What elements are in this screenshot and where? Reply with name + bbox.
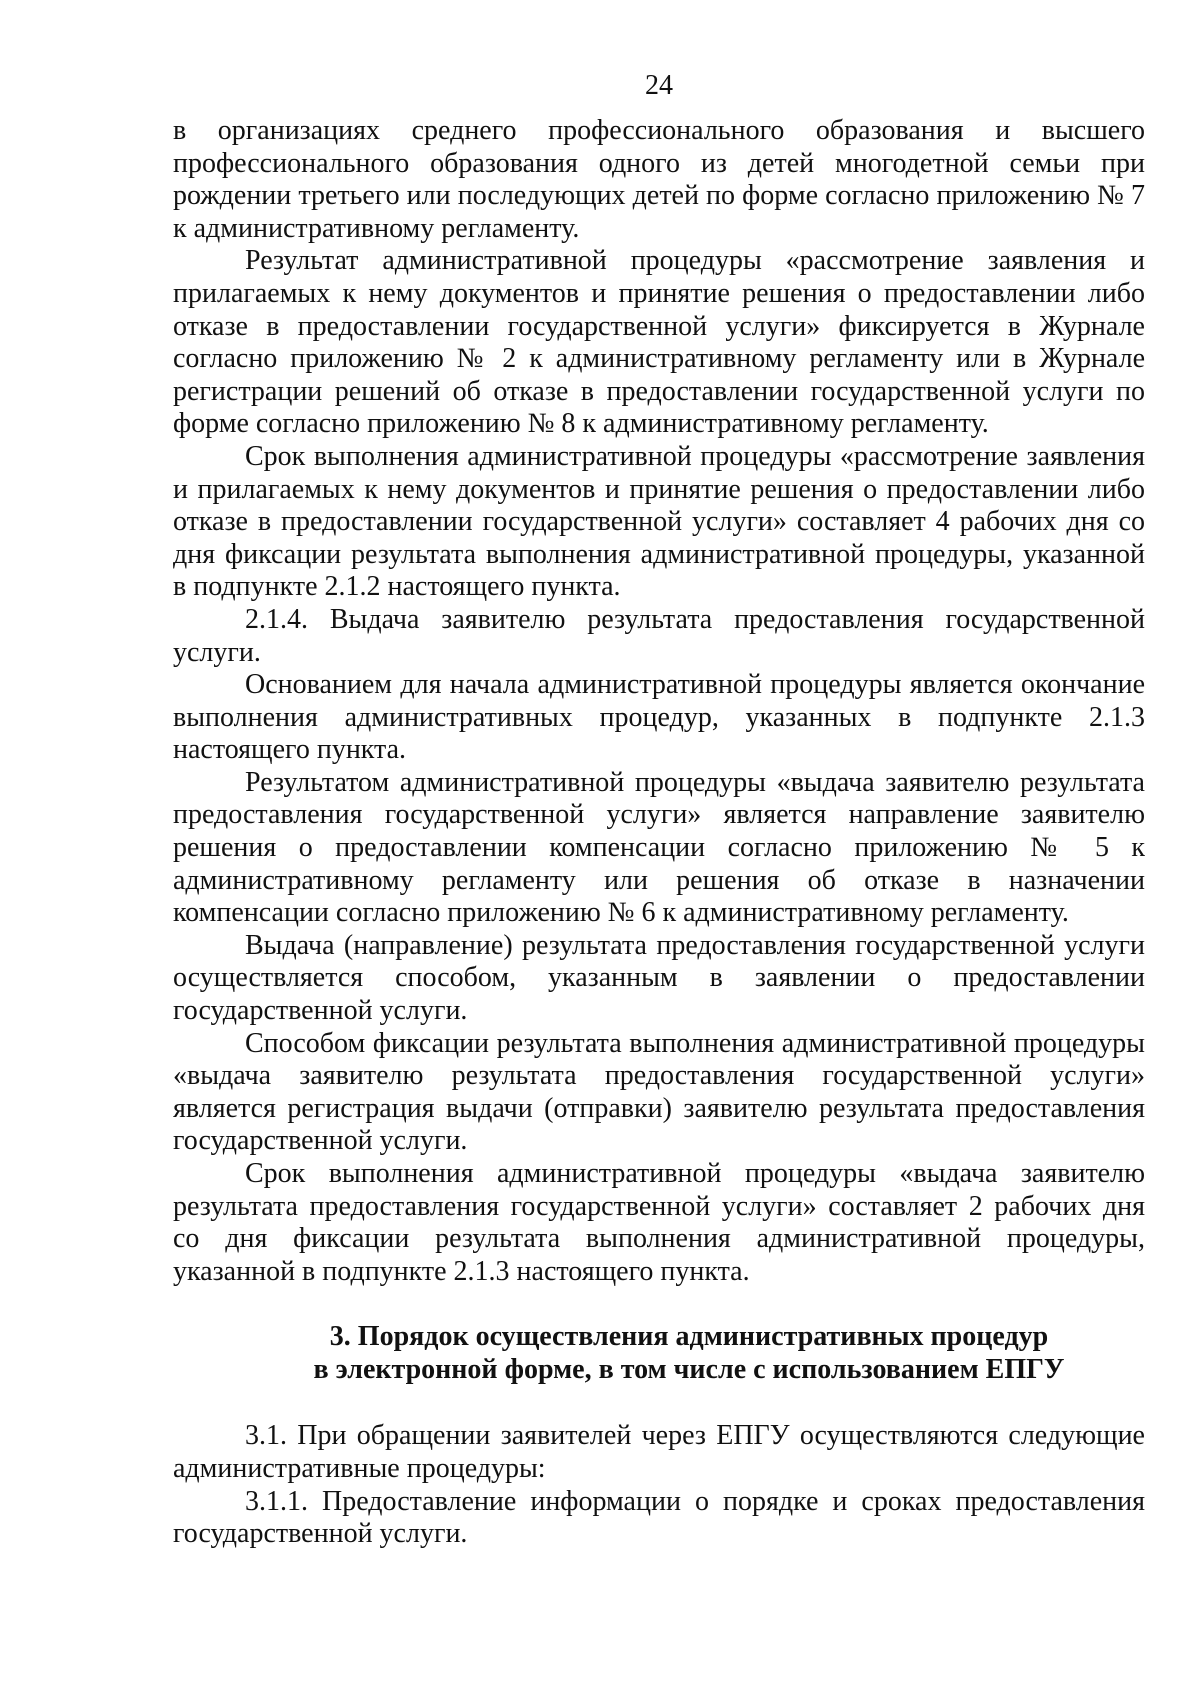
section-heading-line-1: 3. Порядок осуществления административных процедур	[329, 1321, 1049, 1353]
paragraph-item-3-1: 3.1. При обращении заявителей через ЕПГУ осуществляются следующие административные процедуры:	[173, 1420, 1145, 1484]
paragraph-procedure-basis: Основанием для начала административной процедуры является окончание выполнения административных процедур, указанных в подпункте 2.1.3 настоящего пункта.	[173, 669, 1145, 766]
body-text-top	[173, 115, 1145, 1288]
paragraph-intro-continuation: в организациях среднего профессионального образования и высшего профессионального образования одного из детей многодетной семьи при рождении третьего или последующих детей по форме согласно приложению № 7 к административному регламенту.	[173, 115, 1145, 244]
paragraph-item-3-1-1: 3.1.1. Предоставление информации о порядке и сроках предоставления государственной услуги.	[173, 1485, 1145, 1550]
paragraph-fixation-method: Способом фиксации результата выполнения административной процедуры «выдача заявителю результата предоставления государственной услуги» является регистрация выдачи (отправки) заявителю результата предоставления государственной услуги.	[173, 1027, 1145, 1157]
paragraph-issue-method: Выдача (направление) результата предоставления государственной услуги осуществляется способом, указанным в заявлении о предоставлении государственной услуги.	[173, 929, 1145, 1027]
paragraph-result-review: Результат административной процедуры «рассмотрение заявления и прилагаемых к нему документов и принятие решения о предоставлении либо отказе в предоставлении государственной услуги» фиксируется в Журнале согласно приложению № 2 к административному регламенту или в Журнале регистрации решений об отказе в предоставлении государственной услуги по форме согласно приложению № 8 к административному регламенту.	[173, 245, 1145, 440]
document-page	[173, 70, 1145, 1551]
paragraph-issue-result: Результатом административной процедуры «выдача заявителю результата предоставления государственной услуги» является направление заявителю решения о предоставлении компенсации согласно приложению № 5 к административному регламенту или решения об отказе в назначении компенсации согласно приложению № 6 к административному регламенту.	[173, 766, 1145, 929]
section-heading	[173, 1320, 1145, 1386]
paragraph-item-2-1-4: 2.1.4. Выдача заявителю результата предоставления государственной услуги.	[173, 603, 1145, 668]
section-heading-line-2: в электронной форме, в том числе с использованием ЕПГУ	[313, 1354, 1065, 1386]
paragraph-review-deadline: Срок выполнения административной процедуры «рассмотрение заявления и прилагаемых к нему документов и принятие решения о предоставлении либо отказе в предоставлении государственной услуги» составляет 4 рабочих дня со дня фиксации результата выполнения административной процедуры, указанной в подпункте 2.1.2 настоящего пункта.	[173, 440, 1145, 603]
body-text-bottom	[173, 1420, 1145, 1550]
page-number: 24	[645, 70, 673, 101]
paragraph-issue-deadline: Срок выполнения административной процедуры «выдача заявителю результата предоставления государственной услуги» составляет 2 рабочих дня со дня фиксации результата выполнения административной процедуры, указанной в подпункте 2.1.3 настоящего пункта.	[173, 1158, 1145, 1287]
